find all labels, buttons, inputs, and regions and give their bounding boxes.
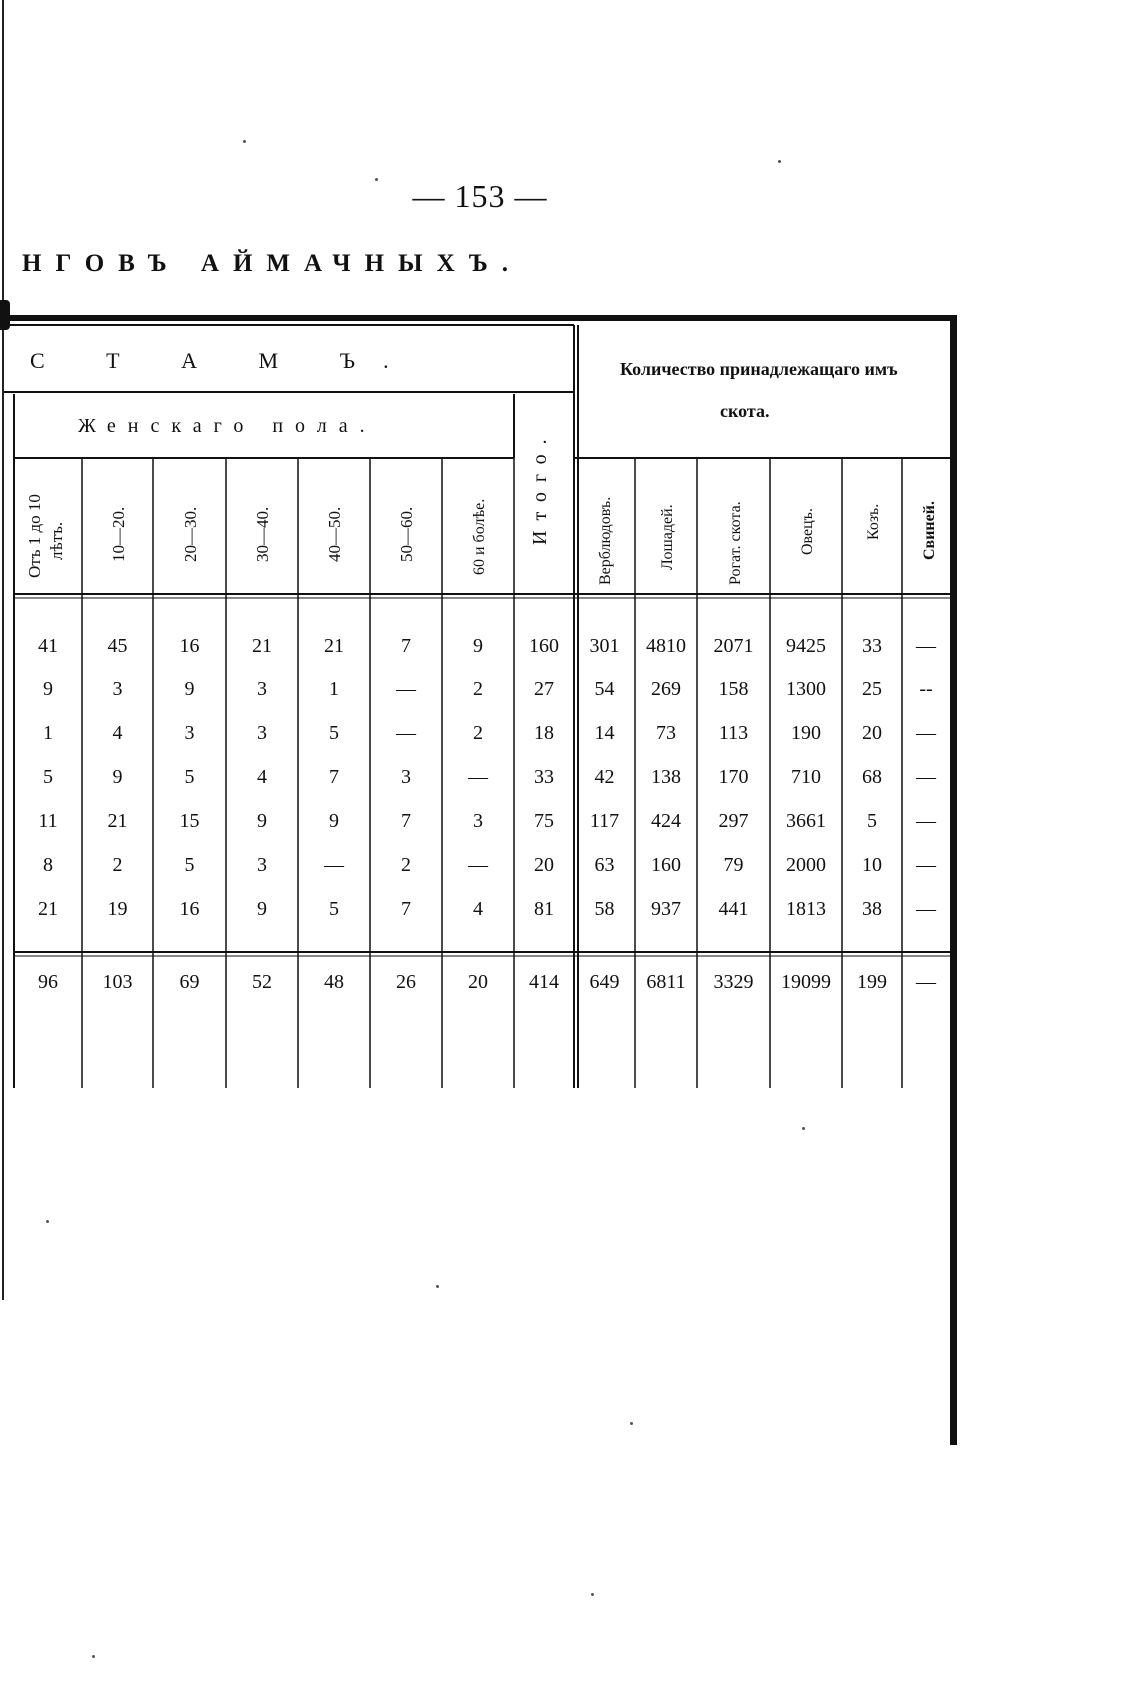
table-cell: 9 bbox=[329, 810, 339, 832]
table-cell: 3 bbox=[257, 678, 267, 700]
livestock-title-line2: скота. bbox=[720, 401, 770, 421]
total-cell: 19099 bbox=[781, 971, 831, 993]
table-cell: 269 bbox=[651, 678, 681, 700]
table-cell: 3 bbox=[257, 722, 267, 744]
table-cell: 9 bbox=[473, 635, 483, 657]
table-cell: 42 bbox=[594, 766, 615, 788]
total-cell: 48 bbox=[324, 971, 344, 993]
column-header-age-1-10-suffix: лѣтъ. bbox=[47, 521, 66, 560]
table-cell: 9 bbox=[43, 678, 53, 700]
table-header bbox=[30, 348, 898, 545]
table-cell: — bbox=[468, 766, 488, 788]
table-cell: 301 bbox=[589, 635, 620, 657]
table-cell: 7 bbox=[401, 810, 411, 832]
table-cell: 54 bbox=[594, 678, 615, 700]
table-cell: — bbox=[396, 722, 416, 744]
table-cell: 170 bbox=[718, 766, 749, 788]
table-cell: 8 bbox=[43, 854, 53, 876]
total-cell: 26 bbox=[396, 971, 416, 993]
print-speck bbox=[243, 140, 246, 143]
table-cell: 20 bbox=[534, 854, 554, 876]
print-speck bbox=[591, 1593, 594, 1596]
table-cell: 117 bbox=[589, 810, 620, 832]
table-cell: 1 bbox=[329, 678, 339, 700]
table-cell: 4 bbox=[112, 722, 123, 744]
column-header-cattle: Рогат. скота. bbox=[727, 501, 744, 585]
table-cell: 1300 bbox=[786, 678, 826, 700]
table-cell: 19 bbox=[107, 898, 128, 920]
table-cell: 5 bbox=[43, 766, 53, 788]
table-cell: — bbox=[916, 810, 936, 832]
table-cell: 14 bbox=[594, 722, 615, 744]
table-cell: — bbox=[396, 678, 416, 700]
total-cell: 6811 bbox=[646, 971, 686, 993]
table-cell: 63 bbox=[594, 854, 615, 876]
table-cell: 1813 bbox=[786, 898, 826, 920]
table-cell: 3 bbox=[112, 678, 123, 700]
table-cell: 11 bbox=[38, 810, 58, 832]
table-cell: 9425 bbox=[786, 635, 826, 657]
table-cell: 5 bbox=[184, 854, 195, 876]
table-cell: 79 bbox=[723, 854, 744, 876]
table-cell: 113 bbox=[718, 722, 749, 744]
table-cell: 45 bbox=[107, 635, 128, 657]
table-cell: 21 bbox=[107, 810, 128, 832]
table-totals bbox=[38, 971, 937, 993]
table-cell: — bbox=[468, 854, 488, 876]
table-cell: 4 bbox=[473, 898, 483, 920]
table-cell: 38 bbox=[862, 898, 882, 920]
table-cell: 33 bbox=[534, 766, 554, 788]
table-cell: 138 bbox=[651, 766, 681, 788]
table-cell: 9 bbox=[112, 766, 123, 788]
table-cell: — bbox=[916, 766, 936, 788]
table-cell: 3 bbox=[184, 722, 195, 744]
table-cell: 20 bbox=[862, 722, 882, 744]
table-cell: 16 bbox=[179, 635, 200, 657]
total-cell: 3329 bbox=[713, 971, 754, 993]
table-cell: 21 bbox=[252, 635, 272, 657]
table-cell: 18 bbox=[534, 722, 554, 744]
table-cell: 21 bbox=[38, 898, 58, 920]
column-header-pigs: Свиней. bbox=[921, 501, 938, 560]
table-cell: 2 bbox=[112, 854, 123, 876]
livestock-title-line1: Количество принадлежащаго имъ bbox=[620, 359, 898, 379]
table-cell: 4810 bbox=[646, 635, 686, 657]
table-cell: 2 bbox=[401, 854, 411, 876]
table-cell: 158 bbox=[718, 678, 749, 700]
table-cell: 33 bbox=[862, 635, 882, 657]
total-cell: — bbox=[916, 971, 936, 993]
column-header-age-30-40: 30—40. bbox=[253, 506, 272, 562]
female-title: Женскаго пола. bbox=[78, 415, 377, 437]
table-cell: 710 bbox=[791, 766, 821, 788]
table-cell: 160 bbox=[529, 635, 559, 657]
column-header-age-60-plus: 60 и болѣе. bbox=[471, 498, 488, 575]
table-cell: 68 bbox=[862, 766, 882, 788]
table-cell: 5 bbox=[329, 898, 339, 920]
table-cell: 937 bbox=[651, 898, 681, 920]
total-cell: 649 bbox=[589, 971, 620, 993]
total-cell: 103 bbox=[102, 971, 133, 993]
print-speck bbox=[375, 178, 378, 181]
table-cell: 2071 bbox=[713, 635, 754, 657]
print-speck bbox=[436, 1285, 439, 1288]
total-cell: 20 bbox=[468, 971, 488, 993]
print-speck bbox=[46, 1220, 49, 1223]
table-cell: 7 bbox=[329, 766, 339, 788]
print-speck bbox=[630, 1422, 633, 1425]
column-header-age-10-20: 10—20. bbox=[109, 506, 128, 562]
table-cell: 3661 bbox=[786, 810, 826, 832]
table-cell: 424 bbox=[651, 810, 681, 832]
table-cell: 3 bbox=[401, 766, 411, 788]
total-cell: 52 bbox=[252, 971, 272, 993]
table-cell: — bbox=[916, 635, 936, 657]
table-cell: 58 bbox=[594, 898, 615, 920]
table-cell: 75 bbox=[534, 810, 554, 832]
total-cell: 69 bbox=[179, 971, 200, 993]
table-cell: 441 bbox=[718, 898, 749, 920]
table-cell: 7 bbox=[401, 898, 411, 920]
table-cell: 21 bbox=[324, 635, 344, 657]
column-header-age-1-10: Отъ 1 до 10 bbox=[25, 494, 44, 578]
print-speck bbox=[92, 1655, 95, 1658]
page-heading: НГОВЪ АЙМАЧНЫХЪ. bbox=[22, 250, 523, 277]
table-cell: — bbox=[916, 722, 936, 744]
table-cell: 9 bbox=[257, 898, 267, 920]
table-cell: 5 bbox=[329, 722, 339, 744]
column-header-age-20-30: 20—30. bbox=[181, 506, 200, 562]
table-body bbox=[38, 635, 937, 920]
table-cell: 2000 bbox=[786, 854, 826, 876]
table-cell: 3 bbox=[473, 810, 483, 832]
table-cell: 5 bbox=[867, 810, 877, 832]
column-header-camels: Верблюдовъ. bbox=[597, 496, 614, 585]
group-title: С Т А М Ъ. bbox=[30, 348, 417, 373]
column-headers bbox=[25, 494, 938, 585]
column-header-age-40-50: 40—50. bbox=[325, 506, 344, 562]
total-cell: 199 bbox=[857, 971, 887, 993]
table-cell: 9 bbox=[184, 678, 195, 700]
table-cell: — bbox=[916, 854, 936, 876]
table-cell: 4 bbox=[257, 766, 267, 788]
table-cell: 190 bbox=[791, 722, 821, 744]
total-cell: 96 bbox=[38, 971, 58, 993]
table-cell: 81 bbox=[534, 898, 554, 920]
page-number: — 153 — bbox=[412, 178, 548, 214]
column-header-goats: Козъ. bbox=[865, 503, 882, 540]
column-header-sheep: Овецъ. bbox=[799, 508, 816, 555]
table-cell: 5 bbox=[184, 766, 195, 788]
print-speck bbox=[802, 1127, 805, 1130]
table-cell: 27 bbox=[534, 678, 554, 700]
table-cell: 2 bbox=[473, 678, 483, 700]
table-cell: — bbox=[324, 854, 344, 876]
table-cell: — bbox=[916, 898, 936, 920]
table-cell: 16 bbox=[179, 898, 200, 920]
table-cell: 297 bbox=[718, 810, 749, 832]
table-cell: 3 bbox=[257, 854, 267, 876]
table-cell: 73 bbox=[656, 722, 676, 744]
table-cell: 2 bbox=[473, 722, 483, 744]
table-cell: 41 bbox=[38, 635, 58, 657]
table-cell: 1 bbox=[43, 722, 53, 744]
table-cell: 9 bbox=[257, 810, 267, 832]
print-speck bbox=[778, 160, 781, 163]
total-cell: 414 bbox=[529, 971, 559, 993]
table-cell: 160 bbox=[651, 854, 681, 876]
column-header-age-50-60: 50—60. bbox=[397, 506, 416, 562]
total-column-title: Итого. bbox=[529, 429, 551, 545]
table-cell: -- bbox=[919, 678, 933, 700]
column-header-horses: Лошадей. bbox=[659, 504, 676, 570]
table-cell: 10 bbox=[862, 854, 882, 876]
table-cell: 15 bbox=[179, 810, 200, 832]
table-cell: 25 bbox=[862, 678, 882, 700]
table-cell: 7 bbox=[401, 635, 411, 657]
